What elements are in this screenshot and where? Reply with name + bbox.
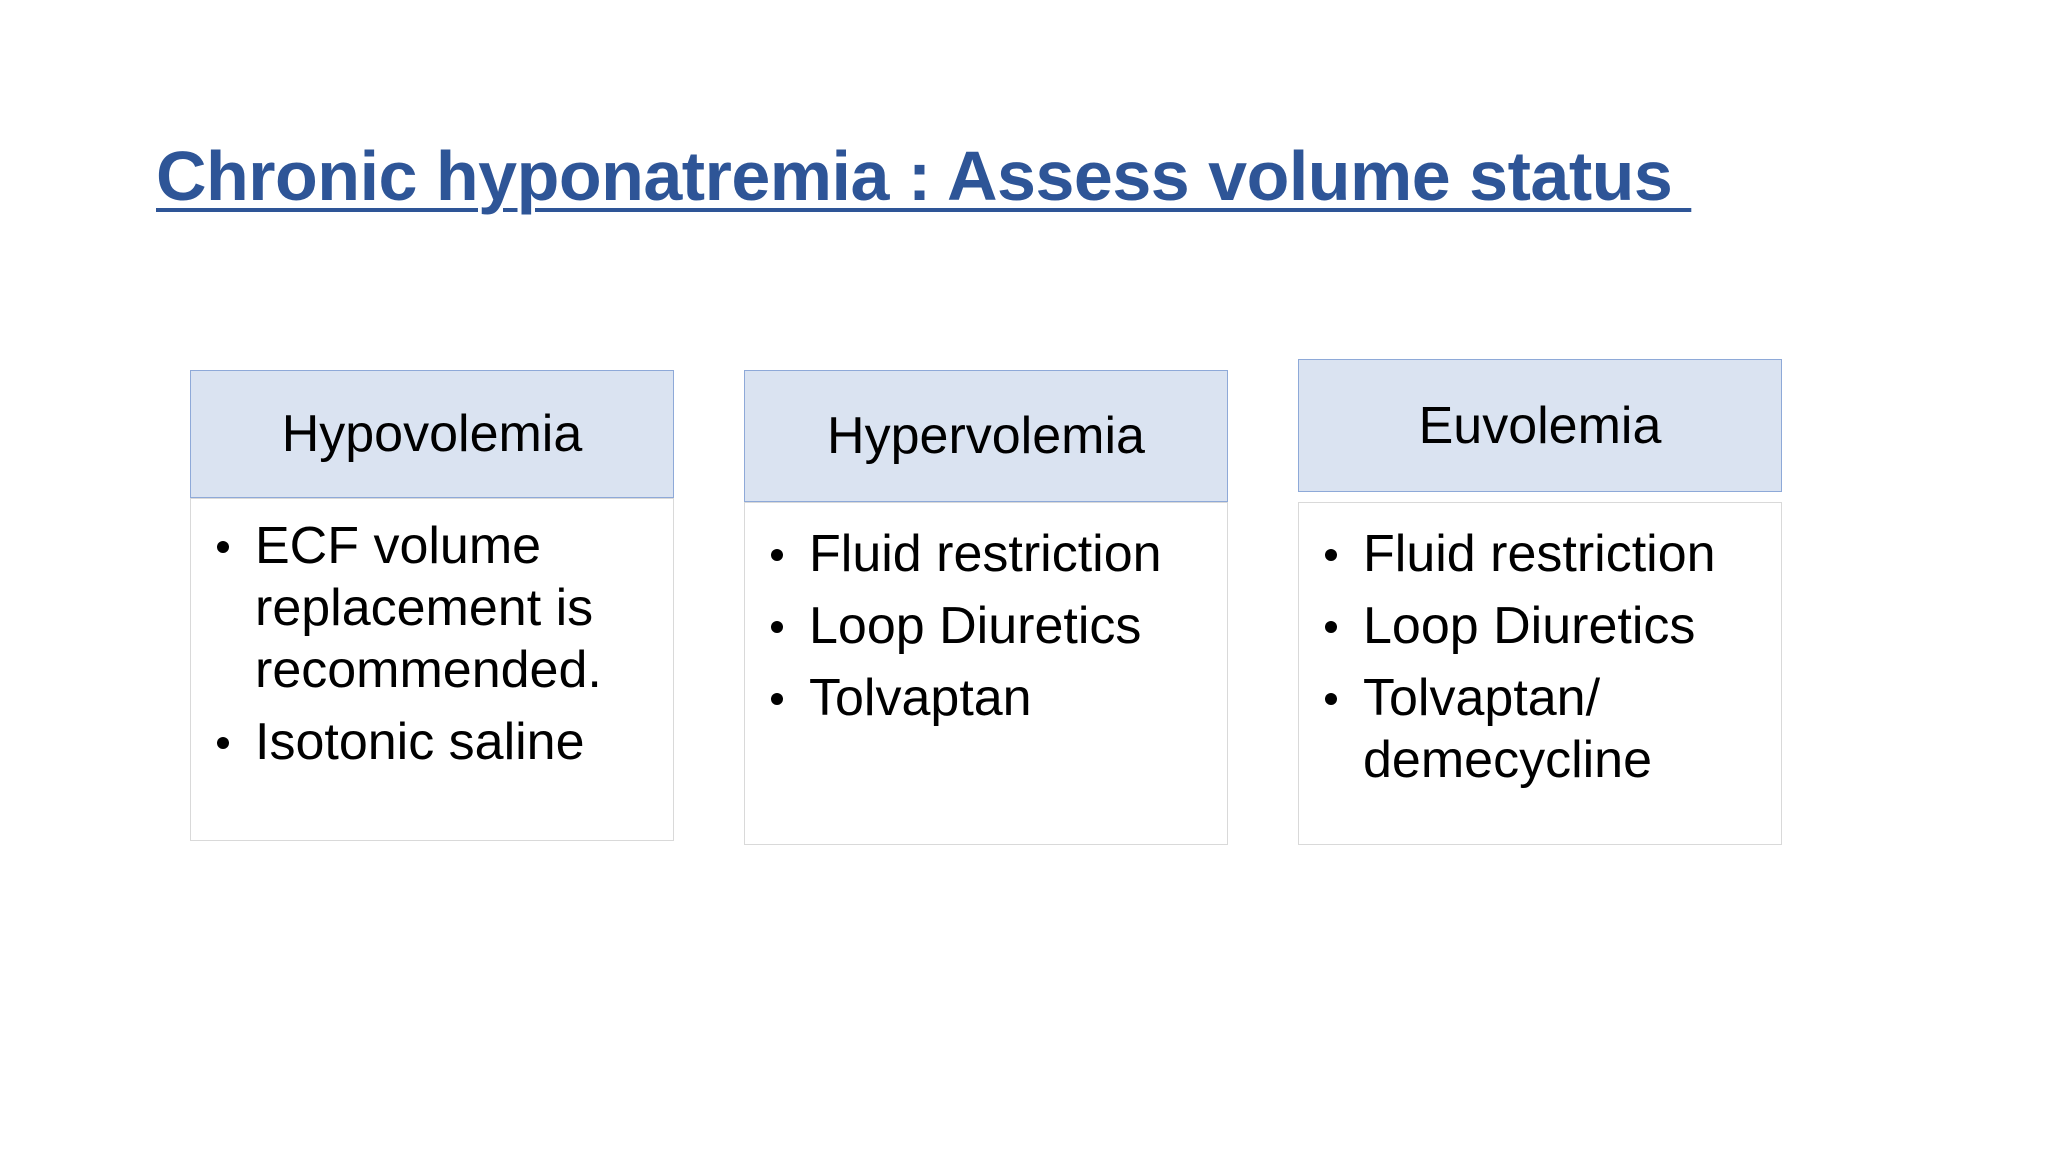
column-body — [1298, 502, 1782, 845]
bullet-icon — [771, 549, 783, 561]
list-item-text: ECF volume replacement is recommended. — [255, 517, 602, 699]
slide-title: Chronic hyponatremia : Assess volume status — [156, 137, 1692, 215]
list-item — [215, 515, 649, 701]
bullet-list — [215, 515, 649, 773]
column-header: Euvolemia — [1298, 359, 1782, 492]
list-item-text: Fluid restriction — [809, 525, 1162, 583]
list-item — [1323, 595, 1757, 657]
column-header: Hypervolemia — [744, 370, 1228, 502]
bullet-list — [769, 519, 1203, 729]
list-item — [1323, 523, 1757, 585]
bullet-icon — [217, 737, 229, 749]
list-item-text: Tolvaptan/ demecycline — [1363, 669, 1653, 789]
list-item — [215, 711, 649, 773]
column-body — [744, 502, 1228, 845]
list-item — [769, 595, 1203, 657]
bullet-icon — [217, 541, 229, 553]
list-item — [769, 523, 1203, 585]
list-item-text: Loop Diuretics — [809, 597, 1142, 655]
column-header: Hypovolemia — [190, 370, 674, 498]
bullet-icon — [1325, 693, 1337, 705]
list-item — [769, 667, 1203, 729]
bullet-icon — [771, 621, 783, 633]
list-item-text: Tolvaptan — [809, 669, 1032, 727]
list-item-text: Fluid restriction — [1363, 525, 1716, 583]
list-item-text: Isotonic saline — [255, 713, 585, 771]
bullet-icon — [1325, 621, 1337, 633]
bullet-icon — [771, 693, 783, 705]
column-body — [190, 498, 674, 841]
list-item — [1323, 667, 1757, 791]
list-item-text: Loop Diuretics — [1363, 597, 1696, 655]
bullet-icon — [1325, 549, 1337, 561]
bullet-list — [1323, 519, 1757, 791]
